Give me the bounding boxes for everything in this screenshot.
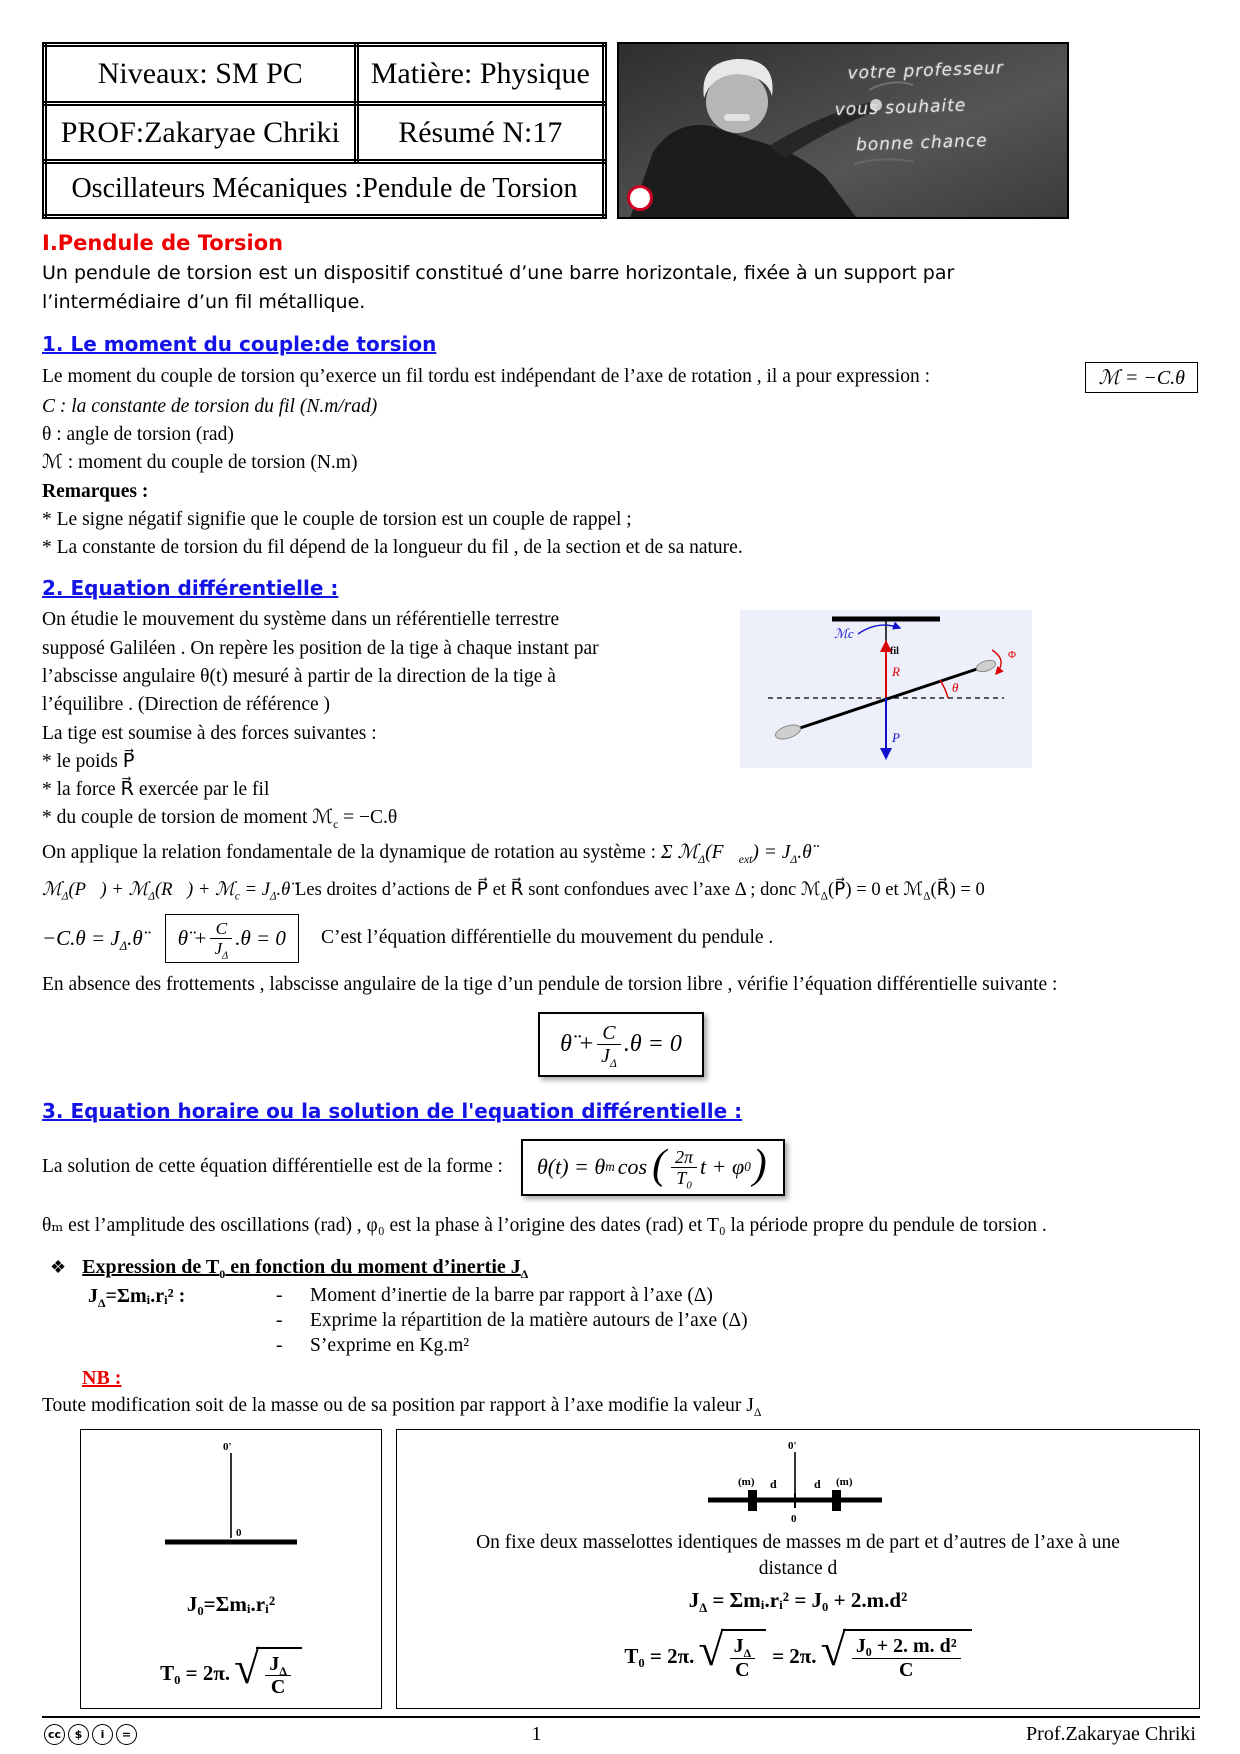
intro-line: l’intermédiaire d’un fil métallique. [42, 291, 366, 314]
list-item: - Exprime la répartition de la matière autours de l’axe (Δ) [276, 1310, 748, 1332]
t0-masses-formula [624, 1624, 971, 1683]
list-item: - S’exprime en Kg.m² [276, 1335, 470, 1357]
amplitude-line: θₘ est l’amplitude des oscillations (rad) , φ₀ est la phase à l’origine des dates (rad) et T₀ la période propre du pendule de torsion . [42, 1215, 1047, 1237]
remarques-title: Remarques : [42, 480, 149, 502]
expression-heading-row [50, 1256, 1200, 1282]
simple-pendulum-box [80, 1429, 382, 1710]
page-number: 1 [531, 1723, 542, 1745]
cc-icon: cc [44, 1724, 65, 1745]
s2-block [42, 606, 1200, 832]
label-m-left: (m) [738, 1475, 755, 1488]
heading-moment-couple: 1. Le moment du couple:de torsion [42, 331, 437, 356]
def-moment: ℳ : moment du couple de torsion (N.m) [42, 452, 358, 474]
s2-line: l’abscisse angulaire θ(t) mesuré à partir de la direction de la tige à [42, 666, 556, 687]
t0-lead: T₀ = 2π. [160, 1661, 231, 1686]
chalk-text [834, 56, 1061, 171]
label-zero: 0 [791, 1512, 797, 1525]
inertia-label: $J_\Delta=\Sigma mᵢ.rᵢ^2$ : [88, 1285, 186, 1311]
s2-text [42, 606, 740, 832]
inertia-items [276, 1285, 748, 1357]
solution-formula-box: θ(t) = θ m cos ( $\frac{2\pi}{T_0}$ t + φ 0 ) [521, 1139, 785, 1196]
label-o-prime: 0' [223, 1440, 232, 1453]
moment-tail: = −C.θ [338, 807, 398, 829]
sqrt-icon: √ [234, 1641, 260, 1693]
s2-line: supposé Galiléen . On repère les position de la tige à chaque instant par [42, 637, 599, 659]
s2-line: On étudie le mouvement du système dans un référentielle terrestre [42, 609, 560, 631]
rfd-line [42, 839, 1200, 867]
header-cell-resume: Résumé N:17 [356, 103, 604, 162]
sum-formula: ℳ$_\Delta$(P⃗) + ℳ$_\Delta$(R⃗) + ℳ$_c$ = $J_\Delta.\thetä$ [42, 878, 291, 903]
moment-text: * du couple de torsion de moment ℳ [42, 807, 334, 829]
s2-line: * la force R⃗ exercée par le fil [42, 779, 270, 801]
center-equation-wrap [42, 1012, 1200, 1077]
list-item: - Moment d’inertie de la barre par rapport à l’axe (Δ) [276, 1285, 713, 1307]
moment-sub: c [333, 818, 339, 832]
header-cell-niveaux: Niveaux: SM PC [45, 45, 357, 104]
simple-pendulum-diagram [121, 1438, 341, 1566]
label-mc: ℳc [834, 626, 854, 642]
sum-line [42, 877, 1200, 904]
heading-equation-differentielle: 2. Equation différentielle : [42, 576, 339, 601]
dash-bullet: - [276, 1335, 283, 1357]
def-constante: C : la constante de torsion du fil (N.m/rad) [42, 395, 378, 417]
masses-caption: On fixe deux masselottes identiques de masses m de part et d’autres de l’axe à une distance d [476, 1531, 1120, 1579]
photo-badge [627, 185, 653, 211]
intro-line: Un pendule de torsion est un dispositif constitué d’une barre horizontale, fixée à un support par [42, 262, 955, 284]
heading-equation-horaire: 3. Equation horaire ou la solution de l'equation différentielle : [42, 1098, 743, 1123]
sqrt-expression: √ $\frac{J_\Delta}{C}$ [234, 1647, 302, 1701]
def-angle: θ : angle de torsion (rad) [42, 424, 234, 446]
expression-title: Expression de $T_0$ en fonction du moment d’inertie $J_\Delta$ [82, 1256, 529, 1282]
label-fil: fil [890, 646, 899, 658]
remarque-2: * La constante de torsion du fil dépend de la longueur du fil , de la section et de sa nature. [42, 537, 743, 559]
chalk-line: bonne chance [855, 130, 989, 156]
eq-left: $-C.\theta = J_\Delta.\thetä$ [42, 926, 143, 954]
libre-line: En absence des frottements , labscisse angulaire de la tige d’un pendule de torsion libre , vérifie l’équation différentielle suivante : [42, 974, 1058, 996]
s1-lead: Le moment du couple de torsion qu’exerce un fil tordu est indépendant de l’axe de rotation , il a pour expression : [42, 366, 931, 388]
masses-pendulum-diagram [638, 1438, 958, 1530]
nd-icon: = [116, 1724, 137, 1745]
eq-caption: C’est l’équation différentielle du mouvement du pendule . [320, 927, 774, 949]
dash-bullet: - [276, 1285, 283, 1307]
diamond-icon: ❖ [50, 1257, 67, 1278]
nb-text: Toute modification soit de la masse ou de sa position par rapport à l’axe modifie la valeur $J_\Delta$ [42, 1395, 762, 1420]
remarque-1: * Le signe négatif signifie que le couple de torsion est un couple de rappel ; [42, 508, 632, 530]
s2-moment-line [42, 804, 732, 832]
section-heading-pendule: I.Pendule de Torsion [42, 231, 284, 255]
bottom-boxes [80, 1429, 1200, 1710]
label-theta: θ [952, 680, 959, 696]
s2-line: * le poids P⃗ [42, 750, 135, 772]
masses-pendulum-box [396, 1429, 1200, 1710]
footer-author: Prof.Zakaryae Chriki [1026, 1723, 1196, 1745]
inertia-definition [88, 1285, 1200, 1357]
rfd-text: On applique la relation fondamentale de la dynamique de rotation au système : [42, 841, 661, 863]
s2-line: La tige est soumise à des forces suivantes : [42, 722, 377, 744]
header-cell-matiere: Matière: Physique [356, 45, 604, 104]
equals-lead: = 2π. [772, 1643, 817, 1668]
t0-formula [160, 1641, 302, 1701]
solution-row [42, 1139, 1200, 1196]
einstein-photo [617, 42, 1069, 219]
rfd-formula: Σ $ℳ_\Delta(F⃗_{ext})$ = $J_\Delta.\thetä$ [660, 841, 812, 866]
label-r-vector: R⃗ [892, 664, 911, 680]
intro-text [42, 259, 1200, 318]
label-m-right: (m) [836, 1475, 853, 1488]
s1-lead-row [42, 362, 1200, 393]
sqrt-expression: √ $\frac{J_\Delta}{C}$ [698, 1629, 766, 1683]
dash-bullet: - [276, 1310, 283, 1332]
nc-icon: $ [68, 1724, 89, 1745]
sqrt-expression: √ $\frac{\text{J₀ + 2. m. d²}}{C}$ [821, 1629, 972, 1683]
label-p-vector: P⃗ [892, 730, 911, 746]
footer [42, 1716, 1200, 1754]
label-phi: Φ [1008, 649, 1017, 662]
s2-line: l’équilibre . (Direction de référence ) [42, 694, 331, 716]
solution-lead: La solution de cette équation différentielle est de la forme : [42, 1156, 503, 1178]
moment-formula-box: ℳ = −C.θ [1085, 362, 1198, 393]
chalk-line: votre professeur [847, 58, 1005, 84]
sum-text: Les droites d’actions de P⃗ et R⃗ sont confondues avec l’axe Δ ; donc ℳ$_\Delta$(P⃗) = 0 et ℳ$_\Delta$(R⃗) = 0 [290, 878, 985, 903]
header [42, 42, 1200, 219]
t0-lead: T₀ = 2π. [624, 1643, 695, 1668]
jdelta-formula: $J_\Delta$ = Σmᵢ.rᵢ² = J₀ + 2.m.d² [688, 1588, 908, 1616]
license-icons [44, 1724, 137, 1745]
differential-equation-box: θ̈ + $\frac{C}{J_\Delta}$ .θ = 0 [165, 914, 299, 964]
chalk-line: vous souhaite [834, 95, 967, 121]
j0-formula: J₀=Σmᵢ.rᵢ² [186, 1591, 276, 1616]
label-o-prime: 0' [788, 1439, 797, 1452]
sqrt-icon: √ [698, 1624, 724, 1676]
by-icon: i [92, 1724, 113, 1745]
label-d-right: d [814, 1476, 821, 1491]
nb-title: NB : [82, 1367, 122, 1390]
label-d-left: d [770, 1476, 777, 1491]
header-cell-prof: PROF:Zakaryae Chriki [45, 103, 357, 162]
sqrt-icon: √ [820, 1624, 846, 1676]
header-table [42, 42, 607, 219]
page-title: Oscillateurs Mécaniques :Pendule de Torsion [45, 162, 605, 217]
equation-row [42, 914, 1200, 964]
label-o: 0 [236, 1526, 242, 1539]
torsion-pendulum-diagram [740, 610, 1032, 768]
differential-equation-main-box: θ̈ + $\frac{C}{J_\Delta}$ .θ = 0 [538, 1012, 704, 1077]
